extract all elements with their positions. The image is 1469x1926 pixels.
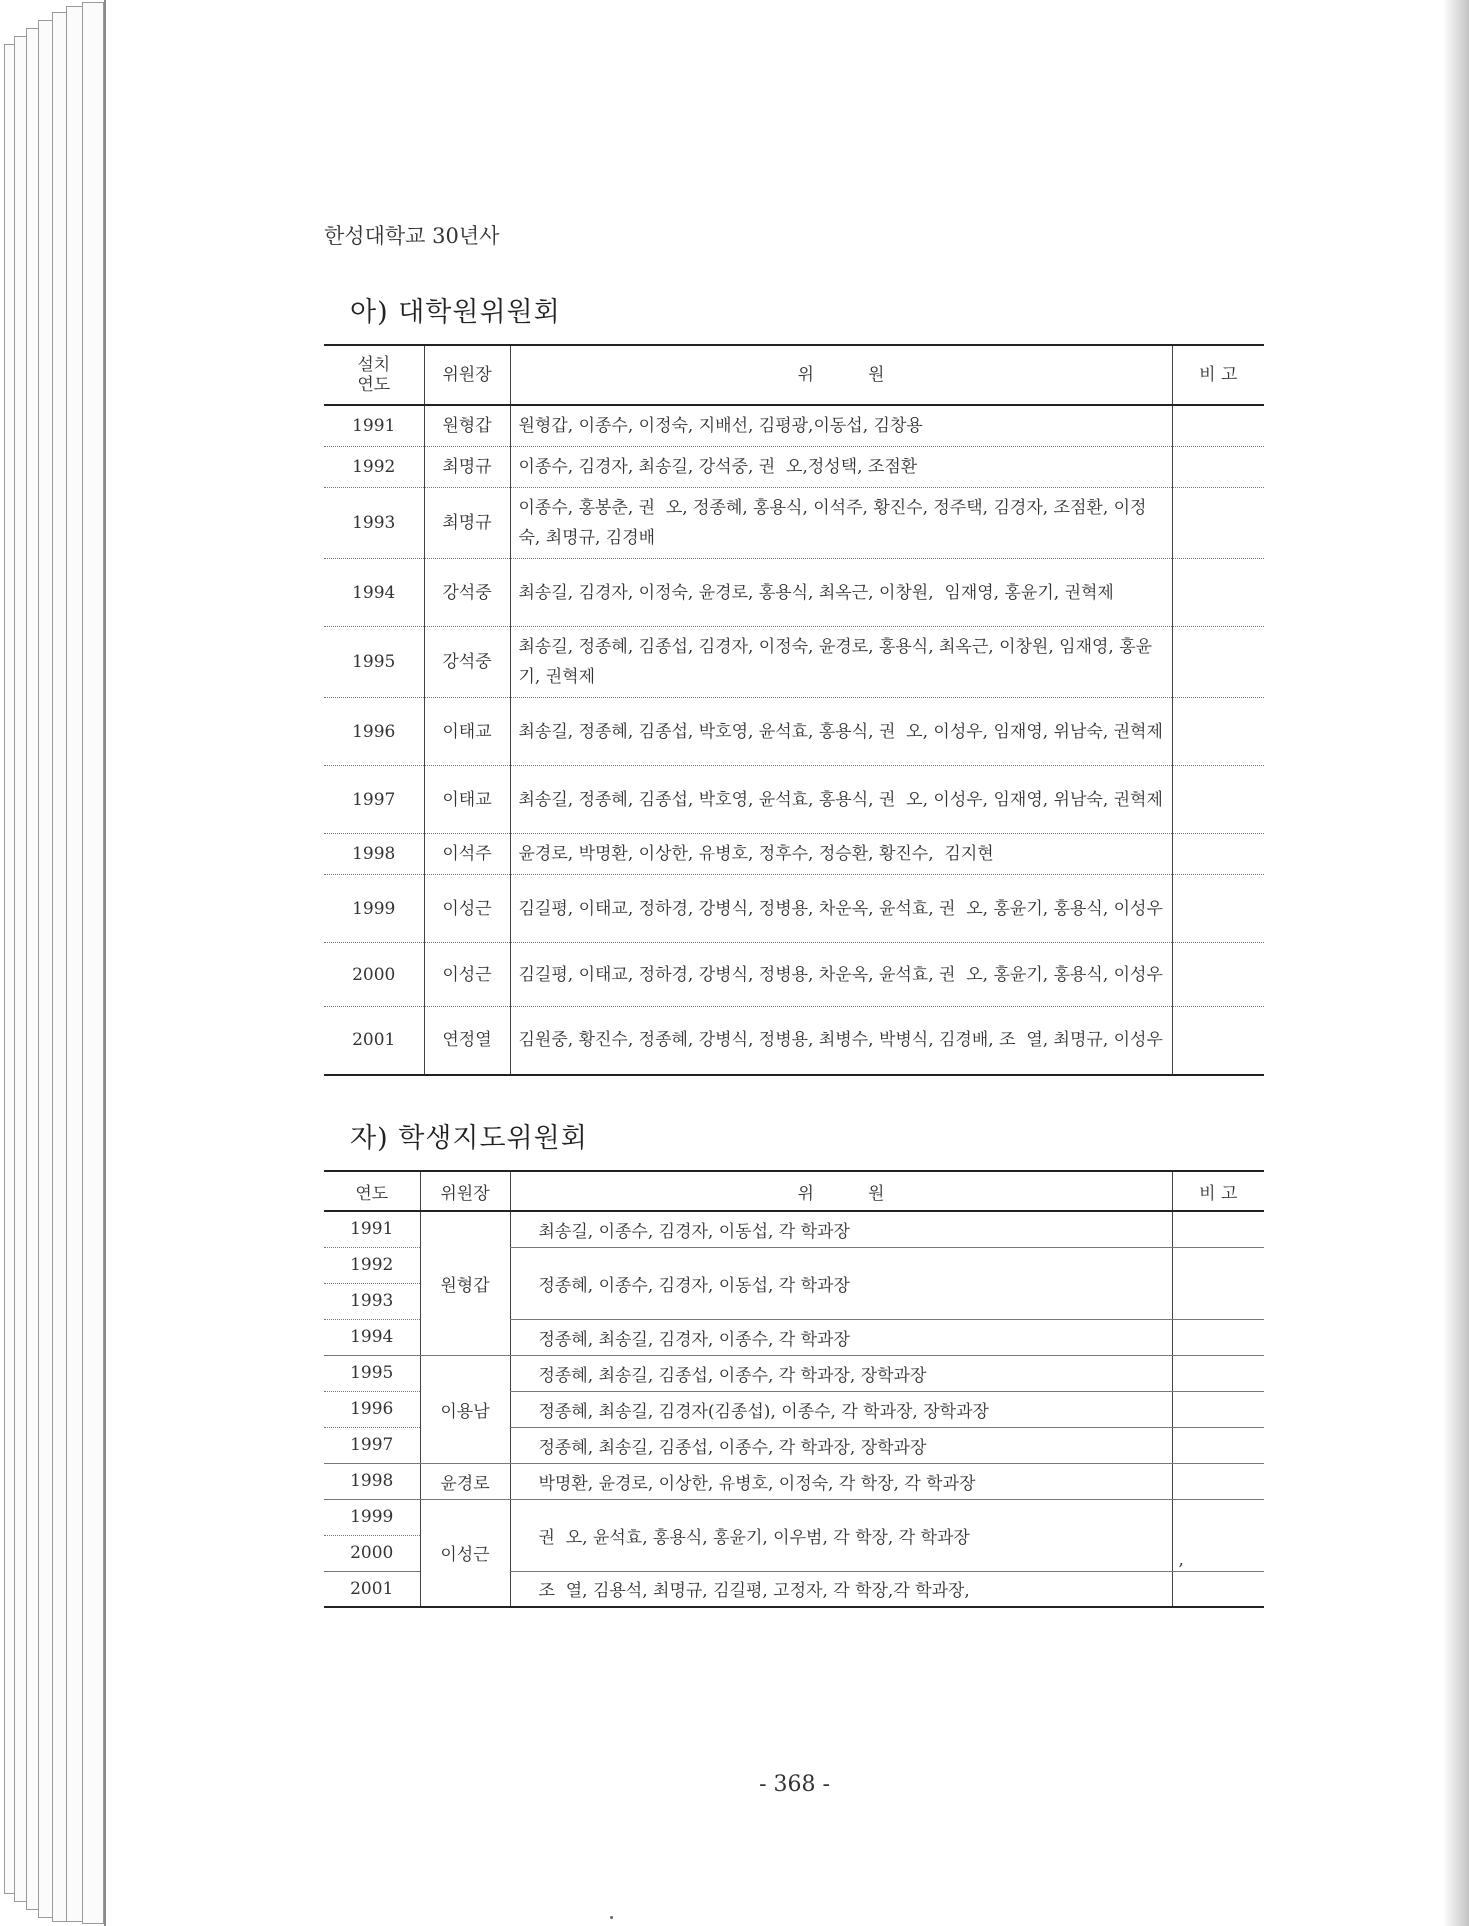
note-cell [1172,405,1264,447]
year-cell: 1993 [324,1283,420,1319]
year-cell: 1999 [324,1499,420,1535]
table-header-row [324,1171,1264,1211]
members-cell: 김원중, 황진수, 정종혜, 강병식, 정병용, 최병수, 박병식, 김경배, 조 열, 최명규, 이성우 [510,1007,1172,1075]
members-cell: 정종혜, 최송길, 김경자, 이종수, 각 학과장 [510,1319,1172,1355]
header-chair: 위원장 [420,1171,510,1211]
members-cell: 김길평, 이태교, 정하경, 강병식, 정병용, 차운옥, 윤석효, 권 오, 홍윤기, 홍용식, 이성우 [510,875,1172,943]
header-note: 비 고 [1172,1171,1264,1211]
members-cell: 이종수, 김경자, 최송길, 강석중, 권 오,정성택, 조점환 [510,447,1172,488]
chair-cell: 이성근 [424,875,510,943]
note-cell [1172,1319,1264,1355]
chair-cell: 이석주 [424,834,510,875]
members-cell: 최송길, 정종혜, 김종섭, 김경자, 이정숙, 윤경로, 홍용식, 최옥근, 이창원, 임재영, 홍윤기, 권혁제 [510,627,1172,698]
note-cell [1172,1211,1264,1247]
header-year: 설치 연도 [324,345,424,405]
year-cell: 1997 [352,789,396,810]
table-row [324,559,1264,627]
year-cell: 1997 [324,1427,420,1463]
note-cell [1172,559,1264,627]
chair-cell: 이성근 [420,1499,510,1607]
members-cell: 정종혜, 최송길, 김종섭, 이종수, 각 학과장, 장학과장 [510,1355,1172,1391]
table-row [324,627,1264,698]
note-cell [1172,627,1264,698]
section-title-graduate-committee: 아) 대학원위원회 [350,297,561,328]
chair-cell: 최명규 [424,488,510,559]
table-row [324,1355,1264,1391]
members-cell: 정종혜, 최송길, 김종섭, 이종수, 각 학과장, 장학과장 [510,1427,1172,1463]
year-cell: 1993 [352,513,396,533]
members-cell: 최송길, 정종혜, 김종섭, 박호영, 윤석효, 홍용식, 권 오, 이성우, 임재영, 위남숙, 권혁제 [510,766,1172,834]
note-cell [1172,943,1264,1007]
note-cell [1172,488,1264,559]
table-header-row [324,345,1264,405]
year-cell: 1996 [352,721,396,742]
note-cell [1172,1355,1264,1391]
note-cell [1172,1571,1264,1607]
year-cell: 1994 [324,1319,420,1355]
student-guidance-committee-table [324,1170,1264,1608]
year-cell: 2000 [324,1535,420,1571]
members-cell: 원형갑, 이종수, 이정숙, 지배선, 김평광,이동섭, 김창용 [510,405,1172,447]
note-cell [1172,766,1264,834]
table-row [324,1007,1264,1075]
table-row [324,943,1264,1007]
chair-cell: 이태교 [424,698,510,766]
table-row [324,875,1264,943]
members-cell: 윤경로, 박명환, 이상한, 유병호, 정후수, 정승환, 황진수, 김지현 [510,834,1172,875]
header-members: 위 원 [510,1171,1172,1211]
members-cell: 김길평, 이태교, 정하경, 강병식, 정병용, 차운옥, 윤석효, 권 오, 홍윤기, 홍용식, 이성우 [510,943,1172,1007]
note-cell [1172,1247,1264,1319]
year-cell: 1994 [352,582,396,603]
header-note: 비 고 [1172,345,1264,405]
year-cell: 2001 [352,1030,396,1051]
year-cell: 1995 [352,652,396,672]
section-title-student-guidance-committee: 자) 학생지도위원회 [350,1123,588,1154]
year-cell: 2000 [352,964,396,985]
year-cell: 1992 [324,1247,420,1283]
year-cell: 1991 [352,416,396,436]
chair-cell: 연정열 [424,1007,510,1075]
table-row [324,766,1264,834]
chair-cell: 최명규 [424,447,510,488]
chair-cell: 이태교 [424,766,510,834]
members-cell: 권 오, 윤석효, 홍용식, 홍윤기, 이우범, 각 학장, 각 학과장 [510,1499,1172,1571]
year-cell: 1991 [324,1211,420,1247]
note-cell [1172,447,1264,488]
note-cell [1172,698,1264,766]
note-cell [1172,875,1264,943]
chair-cell: 이용남 [420,1355,510,1463]
members-cell: 정종혜, 이종수, 김경자, 이동섭, 각 학과장 [510,1247,1172,1319]
chair-cell: 이성근 [424,943,510,1007]
table-row [324,1211,1264,1247]
table-row [324,1463,1264,1499]
scan-speck [610,1916,613,1919]
chair-cell: 강석중 [424,559,510,627]
note-cell [1172,834,1264,875]
header-chair: 위원장 [424,345,510,405]
chair-cell: 원형갑 [420,1211,510,1355]
note-cell [1172,1391,1264,1427]
book-page-edges [0,0,106,1926]
table-row [324,834,1264,875]
table-row [324,488,1264,559]
year-cell: 1992 [352,457,396,477]
year-cell: 1995 [324,1355,420,1391]
note-cell: , [1172,1499,1264,1571]
chair-cell: 원형갑 [424,405,510,447]
members-cell: 최송길, 정종혜, 김종섭, 박호영, 윤석효, 홍용식, 권 오, 이성우, 임재영, 위남숙, 권혁제 [510,698,1172,766]
table-row [324,698,1264,766]
note-cell [1172,1463,1264,1499]
header-year: 연도 [324,1171,420,1211]
members-cell: 정종혜, 최송길, 김경자(김종섭), 이종수, 각 학과장, 장학과장 [510,1391,1172,1427]
members-cell: 박명환, 윤경로, 이상한, 유병호, 이정숙, 각 학장, 각 학과장 [510,1463,1172,1499]
table-row [324,405,1264,447]
year-cell: 1998 [352,844,396,864]
members-cell: 최송길, 이종수, 김경자, 이동섭, 각 학과장 [510,1211,1172,1247]
members-cell: 이종수, 홍봉춘, 권 오, 정종혜, 홍용식, 이석주, 황진수, 정주택, 김경자, 조점환, 이정숙, 최명규, 김경배 [510,488,1172,559]
year-cell: 1998 [324,1463,420,1499]
year-cell: 1996 [324,1391,420,1427]
year-cell: 2001 [350,1578,394,1599]
graduate-committee-table [324,344,1264,1076]
year-cell: 1999 [352,898,396,919]
note-cell [1172,1007,1264,1075]
table-row [324,447,1264,488]
members-cell: 최송길, 김경자, 이정숙, 윤경로, 홍용식, 최옥근, 이창원, 임재영, 홍윤기, 권혁제 [510,559,1172,627]
members-cell: 조 열, 김용석, 최명규, 김길평, 고정자, 각 학장,각 학과장, [510,1571,1172,1607]
note-cell [1172,1427,1264,1463]
page-number: - 368 - [759,1772,830,1797]
chair-cell: 강석중 [424,627,510,698]
header-members: 위 원 [510,345,1172,405]
running-head: 한성대학교 30년사 [324,224,500,248]
chair-cell: 윤경로 [420,1463,510,1499]
table-row [324,1499,1264,1535]
